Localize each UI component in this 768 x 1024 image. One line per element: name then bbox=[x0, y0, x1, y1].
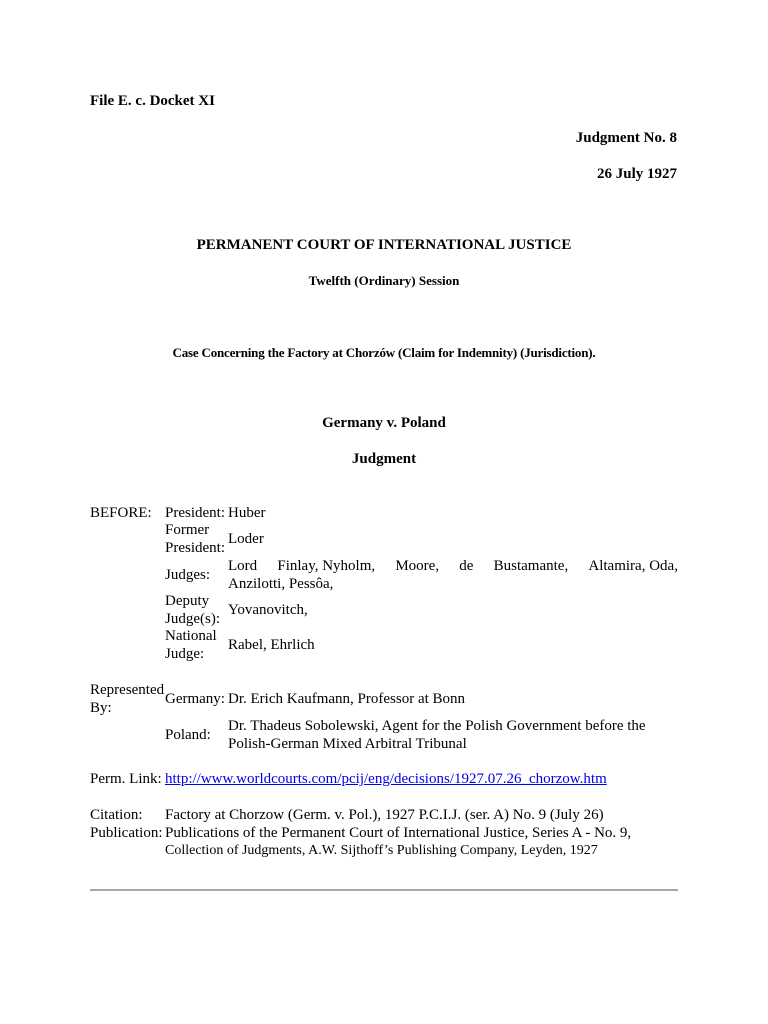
judge-name: Altamira, Oda, bbox=[588, 558, 678, 574]
judge-name: de bbox=[459, 558, 474, 574]
judge-names: Huber bbox=[228, 505, 266, 521]
representative-line1: Dr. Thadeus Sobolewski, Agent for the Polish Government before the bbox=[228, 718, 646, 734]
citation-label: Citation: bbox=[90, 807, 143, 823]
session-title: Twelfth (Ordinary) Session bbox=[308, 273, 460, 288]
judge-names-line1 bbox=[228, 557, 678, 575]
court-name: PERMANENT COURT OF INTERNATIONAL JUSTICE bbox=[196, 237, 572, 253]
represented-label-line1: Represented bbox=[90, 682, 165, 698]
role-label-line2: Judge(s): bbox=[165, 611, 220, 627]
role-label-line2: Judge: bbox=[165, 646, 205, 662]
perm-link[interactable]: http://www.worldcourts.com/pcij/eng/decisions/1927.07.26_chorzow.htm bbox=[165, 771, 607, 787]
document-type: Judgment bbox=[351, 451, 417, 467]
judge-names: Rabel, Ehrlich bbox=[228, 637, 315, 653]
judge-names: Loder bbox=[228, 531, 264, 547]
citation-text: Factory at Chorzow (Germ. v. Pol.), 1927 P.C.I.J. (ser. A) No. 9 (July 26) bbox=[165, 807, 604, 823]
party-label: Poland: bbox=[165, 727, 211, 743]
representative: Dr. Erich Kaufmann, Professor at Bonn bbox=[228, 691, 466, 707]
role-label-line1: Former bbox=[165, 522, 210, 538]
judge-names: Yovanovitch, bbox=[228, 602, 308, 618]
publication-line1: Publications of the Permanent Court of International Justice, Series A - No. 9, bbox=[165, 825, 632, 841]
horizontal-rule bbox=[90, 889, 678, 891]
representative-line2: Polish-German Mixed Arbitral Tribunal bbox=[228, 736, 467, 752]
represented-label-line2: By: bbox=[90, 700, 112, 716]
role-label-line1: National bbox=[165, 628, 217, 644]
judge-names-line2: Anzilotti, Pessôa, bbox=[228, 576, 334, 592]
before-label: BEFORE: bbox=[90, 505, 152, 521]
parties-title: Germany v. Poland bbox=[322, 415, 446, 431]
role-label: Judges: bbox=[165, 567, 210, 583]
party-label: Germany: bbox=[165, 691, 225, 707]
judge-name: Moore, bbox=[395, 558, 440, 574]
role-label-line2: President: bbox=[165, 540, 225, 556]
role-label-line1: Deputy bbox=[165, 593, 210, 609]
judge-name: Lord bbox=[228, 558, 258, 574]
judge-name: Finlay, Nyholm, bbox=[277, 558, 376, 574]
judgment-number: Judgment No. 8 bbox=[575, 130, 677, 146]
judge-name: Bustamante, bbox=[493, 558, 569, 574]
publication-label: Publication: bbox=[90, 825, 163, 841]
case-title: Case Concerning the Factory at Chorzów (Claim for Indemnity) (Jurisdiction). bbox=[172, 345, 596, 360]
publication-line2: Collection of Judgments, A.W. Sijthoff’s Publishing Company, Leyden, 1927 bbox=[165, 843, 598, 858]
role-label: President: bbox=[165, 505, 225, 521]
perm-link-label: Perm. Link: bbox=[90, 771, 162, 787]
file-docket: File E. c. Docket XI bbox=[90, 93, 215, 109]
judgment-date: 26 July 1927 bbox=[596, 166, 677, 182]
